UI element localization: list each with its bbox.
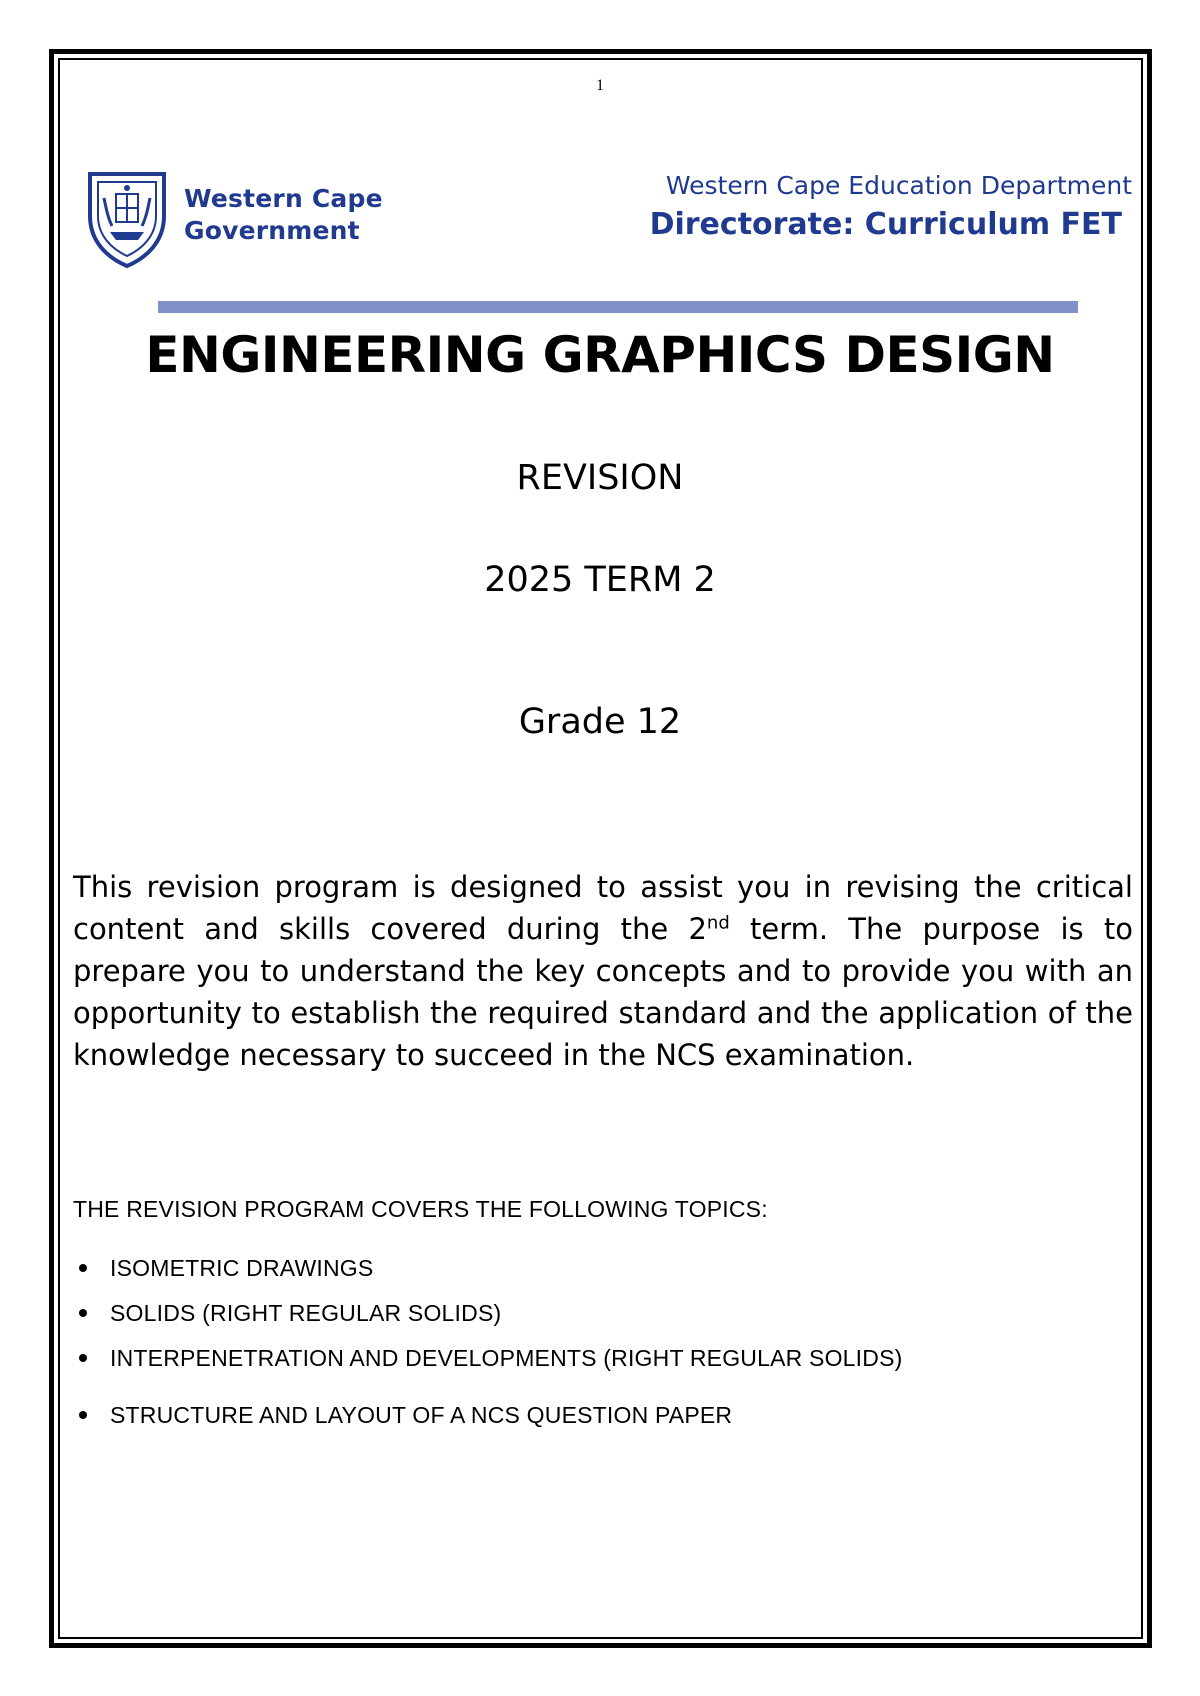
topic-label: STRUCTURE AND LAYOUT OF A NCS QUESTION PAPER <box>110 1402 733 1428</box>
topic-label: SOLIDS (RIGHT REGULAR SOLIDS) <box>110 1300 502 1326</box>
document-title: ENGINEERING GRAPHICS DESIGN <box>145 326 1055 384</box>
logo-line-2: Government <box>184 216 360 245</box>
topics-list <box>73 1253 902 1445</box>
list-item <box>73 1400 902 1445</box>
intro-text-1: This revision program is designed to assist you in revising the critical content and skills covered during the 2 <box>73 870 1133 946</box>
department-block <box>650 168 1132 246</box>
document-subtitle: REVISION <box>516 458 684 498</box>
term-label: 2025 TERM 2 <box>484 560 716 600</box>
bullet-icon <box>79 1264 87 1272</box>
list-item <box>73 1343 902 1388</box>
bullet-icon <box>79 1411 87 1419</box>
header-divider <box>158 301 1078 313</box>
bullet-icon <box>79 1354 87 1362</box>
intro-text-2: term. The purpose is to prepare you to understand the key concepts and to provide you with an opportunity to establish the required standard and the application of the knowledge necessary to succeed in the NCS examination. <box>73 912 1133 1072</box>
topic-label: INTERPENETRATION AND DEVELOPMENTS (RIGHT REGULAR SOLIDS) <box>110 1345 903 1371</box>
intro-superscript: nd <box>706 912 730 934</box>
bullet-icon <box>79 1309 87 1317</box>
department-name: Western Cape Education Department <box>665 171 1132 200</box>
grade-label: Grade 12 <box>518 702 682 742</box>
logo-wordmark <box>184 183 383 247</box>
directorate-name: Directorate: Curriculum FET <box>649 207 1122 242</box>
logo-line-1: Western Cape <box>184 184 383 213</box>
list-item <box>73 1298 902 1343</box>
topics-heading: THE REVISION PROGRAM COVERS THE FOLLOWING TOPICS: <box>73 1196 768 1222</box>
intro-paragraph <box>73 866 1133 1076</box>
topic-label: ISOMETRIC DRAWINGS <box>110 1255 374 1281</box>
list-item <box>73 1253 902 1298</box>
page-number: 1 <box>596 77 604 94</box>
